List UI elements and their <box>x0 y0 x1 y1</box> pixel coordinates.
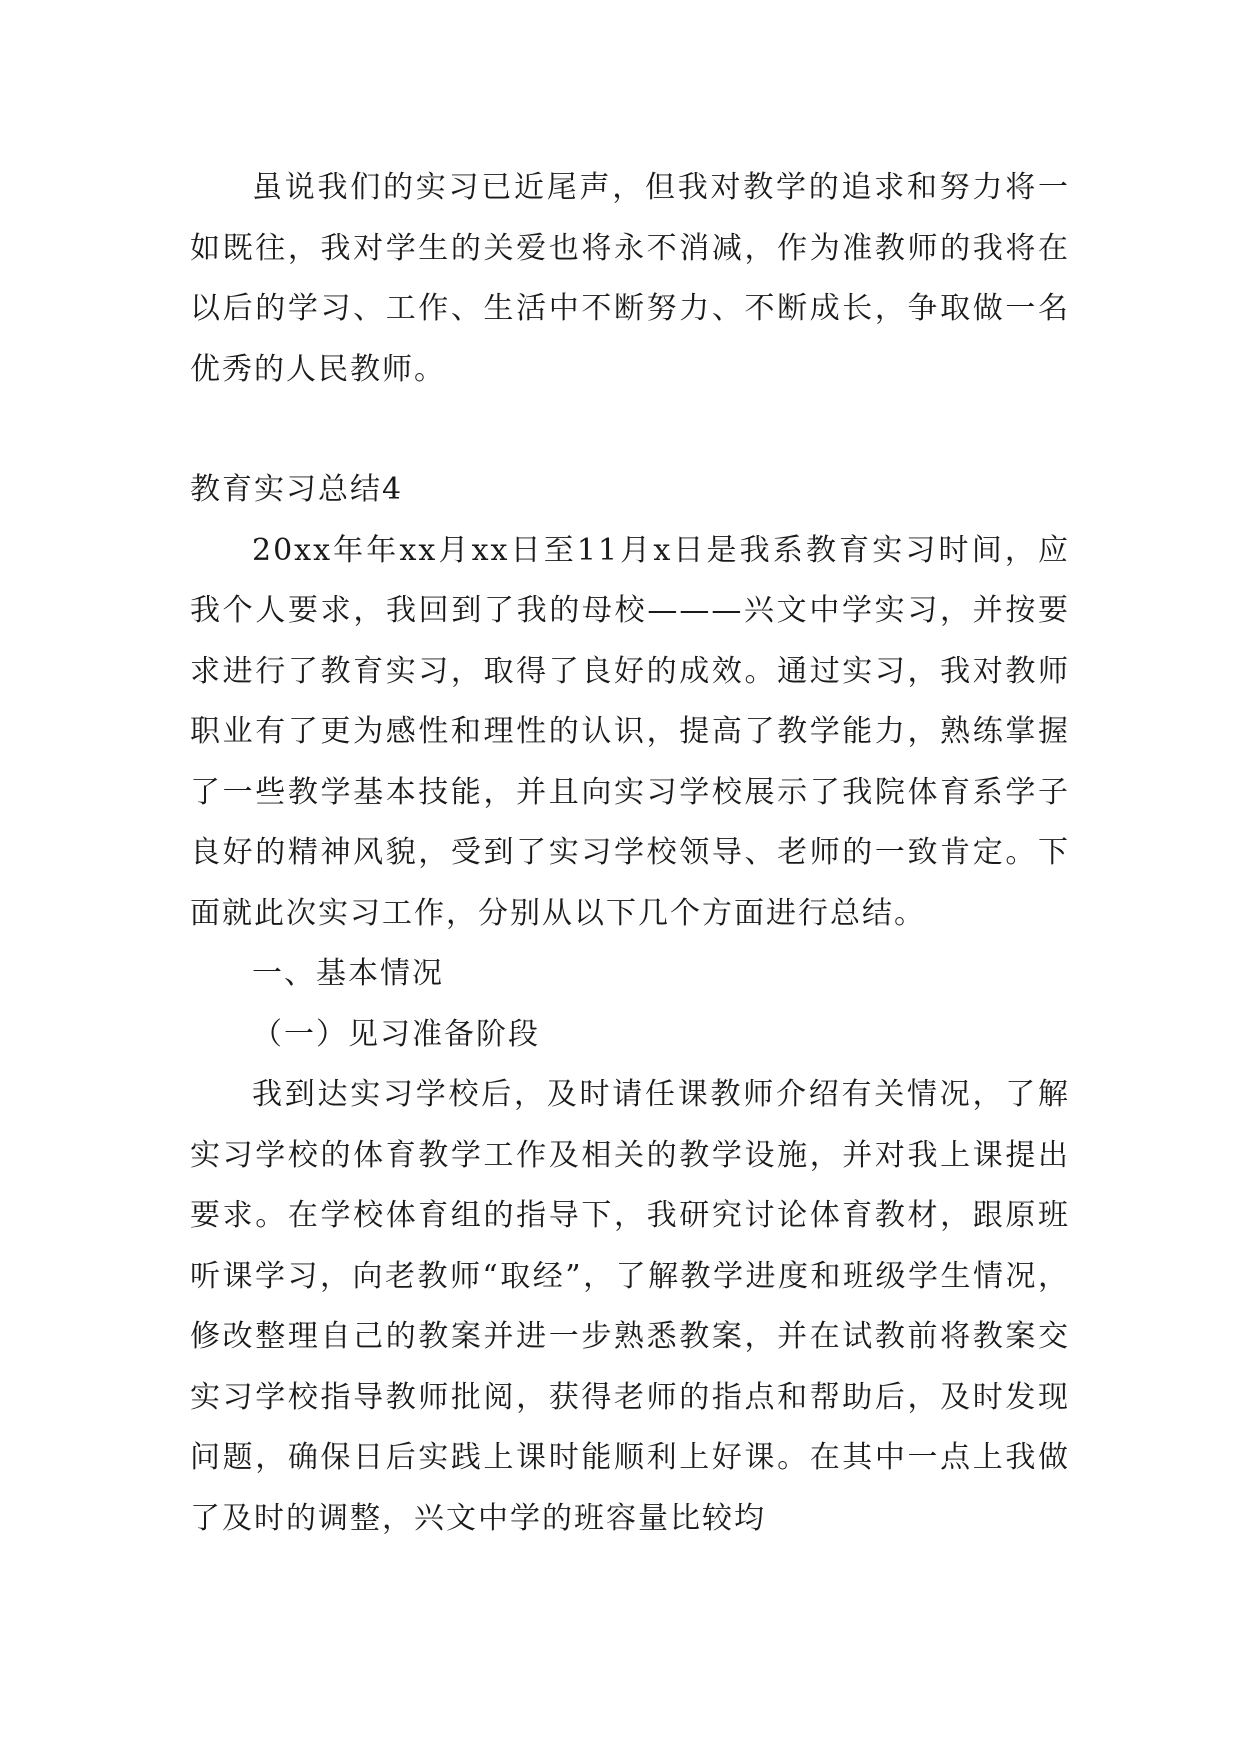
heading-preparation-stage: （一）见习准备阶段 <box>252 1016 540 1052</box>
heading-basic-situation: 一、基本情况 <box>252 956 444 991</box>
paragraph-gap <box>190 400 1070 460</box>
document-body <box>190 158 1070 1549</box>
paragraph-preparation: 我到达实习学校后，及时请任课教师介绍有关情况，了解实习学校的体育教学工作及相关的教学设施，并对我上课提出要求。在学校体育组的指导下，我研究讨论体育教材，跟原班听课学习，向老教师“取经”，了解教学进度和班级学生情况，修改整理自己的教案并进一步熟悉教案，并在试教前将教案交实习学校指导教师批阅，获得老师的指点和帮助后，及时发现问题，确保日后实践上课时能顺利上好课。在其中一点上我做了及时的调整，兴文中学的班容量比较均 <box>190 1077 1070 1536</box>
paragraph-closing: 虽说我们的实习已近尾声，但我对教学的追求和努力将一如既往，我对学生的关爱也将永不消减，作为准教师的我将在以后的学习、工作、生活中不断努力、不断成长，争取做一名优秀的人民教师。 <box>190 170 1070 387</box>
paragraph-intro: 20xx年年xx月xx日至11月x日是我系教育实习时间，应我个人要求，我回到了我的母校———兴文中学实习，并按要求进行了教育实习，取得了良好的成效。通过实习，我对教师职业有了更为感性和理性的认识，提高了教学能力，熟练掌握了一些教学基本技能，并且向实习学校展示了我院体育系学子良好的精神风貌，受到了实习学校领导、老师的一致肯定。下面就此次实习工作，分别从以下几个方面进行总结。 <box>190 532 1070 931</box>
section-title: 教育实习总结4 <box>190 472 404 507</box>
